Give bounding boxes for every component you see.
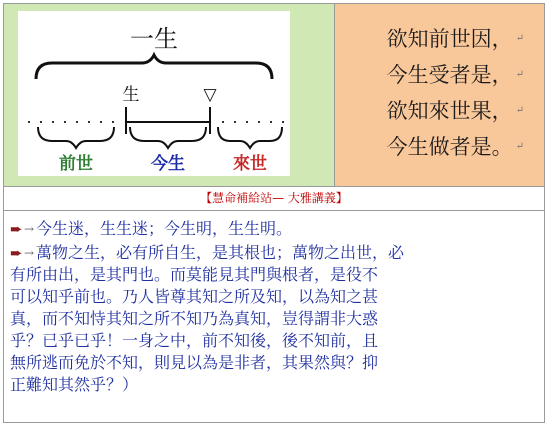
arrow-bullet-icon: ➨ xyxy=(10,244,23,262)
paragraph-mark-icon: ↵ xyxy=(515,33,524,44)
future-label: 來世 xyxy=(233,154,267,174)
verse-cell xyxy=(335,4,544,186)
past-brace xyxy=(38,127,114,148)
arrow-bullet-icon: ➨ xyxy=(10,220,23,238)
paragraph: ➨ → 萬物之生，必有所自生，是其根也；萬物之出世，必 有所由出，是其門也。而莫能見其門與根者，是役不 可以知乎前也。乃人皆尊其知之所及知，以為知之甚 真，而不知恃其知之所不知乃為真知，豈得謂非大惑 乎？已乎已乎！一身之中，前不知後，後不知前，且 無所逃而免於不知，則見以為是非者，其果然與？抑 正難知其然乎？） xyxy=(10,243,405,394)
diagram-cell xyxy=(4,4,335,186)
verse-line: 今生受者是， ↵ xyxy=(386,63,524,87)
top-row xyxy=(4,4,544,187)
paragraph-mark-icon: ↵ xyxy=(515,105,524,116)
paragraph-mark-icon: ↵ xyxy=(515,141,524,152)
page-frame xyxy=(3,3,545,423)
caption: 【慧命補給站— 大雅講義】 xyxy=(4,187,544,211)
commentary-body xyxy=(10,218,538,398)
paragraph-mark-icon: ↵ xyxy=(515,69,524,80)
past-label: 前世 xyxy=(59,154,93,174)
whole-life-label: 一生 xyxy=(130,25,178,53)
present-marker-label: 生 xyxy=(122,85,140,105)
paragraph: ➨ → 今生迷，生生迷；今生明，生生明。 xyxy=(10,219,293,238)
verse-line: 欲知前世因， ↵ xyxy=(386,27,524,51)
verse-line: 欲知來世果， ↵ xyxy=(386,99,524,123)
triangle-marker-icon: ▽ xyxy=(203,85,217,105)
lifetime-diagram xyxy=(18,11,290,176)
present-brace xyxy=(130,127,206,148)
whole-life-brace xyxy=(36,55,272,79)
future-brace xyxy=(218,127,282,148)
tab-arrow-icon: → xyxy=(24,246,35,260)
tab-arrow-icon: → xyxy=(24,222,35,236)
verse-line: 今生做者是。 ↵ xyxy=(386,135,524,159)
present-label: 今生 xyxy=(151,154,185,174)
verse xyxy=(387,21,524,165)
